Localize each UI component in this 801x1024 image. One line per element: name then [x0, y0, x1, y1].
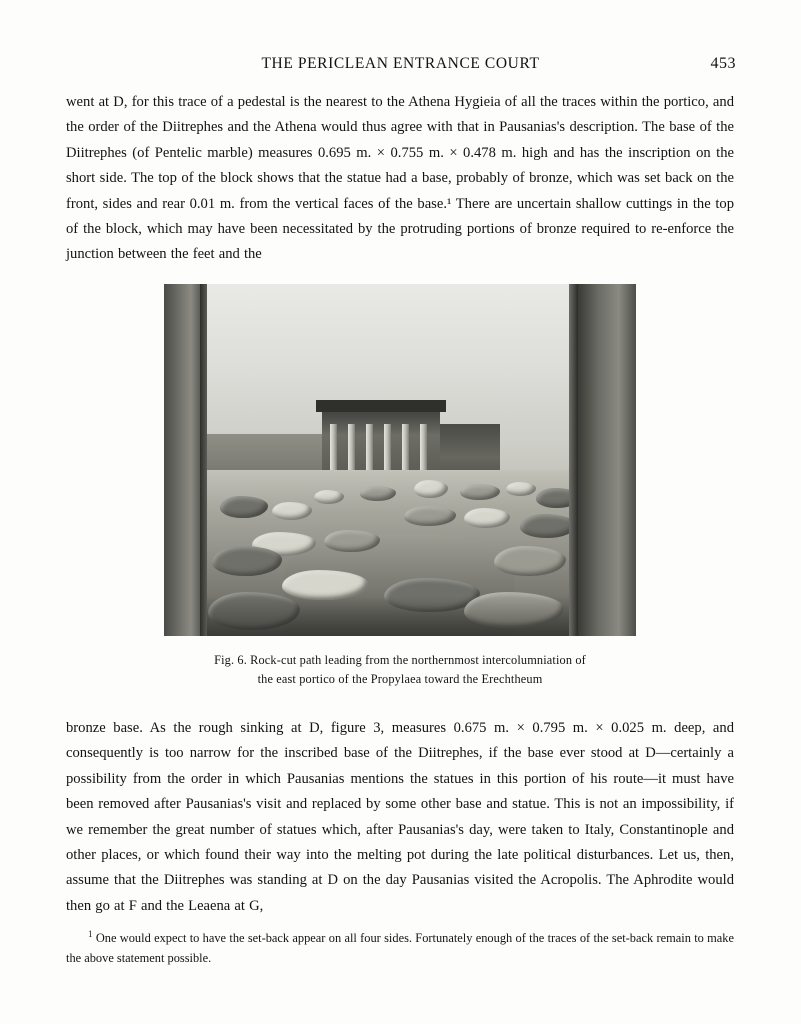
paragraph-top: went at D, for this trace of a pedestal is the nearest to the Athena Hygieia of all the traces within the portico, and the order of the Diitrephes and the Athena would thus agree with that in Pausanias's description. The base of the Diitrephes (of Pentelic marble) measures 0.695 m. × 0.755 m. × 0.478 m. high and has the inscription on the short side. The top of the block shows that the statue had a base, probably of bronze, which was set back on the front, sides and rear 0.01 m. from the vertical faces of the base.¹ There are uncertain shallow cuttings in the top of the block, which may have been necessitated by the protruding portions of bronze required to re-enforce the junction between the feet and the: [66, 94, 734, 263]
photo-pillar-right: [578, 284, 636, 636]
paragraph-bottom: bronze base. As the rough sinking at D, figure 3, measures 0.675 m. × 0.795 m. × 0.025 m. deep, and consequently is too narrow for the inscribed base of the Diitrephes, if the base ever stood at D—certainly a possibility from the order in which Pausanias mentions the statues in this portion of his route—it must have been removed after Pausanias's visit and replaced by some other base and statue. This is not an impossibility, if we remember the great number of statues which, after Pausanias's day, were taken to Italy, Constantinople and other places, or which found their way into the melting pot during the late political disturbances. Let us, then, assume that the Diitrephes was standing at D on the day Pausanias visited the Acropolis. The Aphrodite would then go at F and the Leaena at G,: [66, 720, 734, 914]
footnote-text: One would expect to have the set-back appear on all four sides. Fortunately enough of the traces of the set-back remain to make the above statement possible.: [66, 931, 734, 965]
figure-label: Fig. 6.: [214, 653, 247, 667]
footnote: [66, 925, 734, 968]
photo-pillar-left: [164, 284, 200, 636]
page-number: 453: [710, 55, 736, 72]
photo-foreground-shadow: [200, 596, 585, 636]
photo-pillar-left-edge: [200, 284, 207, 636]
figure-caption-line-1: Rock-cut path leading from the northernmost intercolumniation of: [250, 653, 586, 667]
footnote-marker: 1: [88, 929, 93, 939]
figure-image: [164, 284, 636, 636]
photo-entablature: [316, 400, 446, 412]
page-header: [0, 55, 801, 79]
photo-pillar-right-edge: [569, 284, 578, 636]
figure-6: [164, 284, 636, 688]
figure-caption: [164, 651, 636, 688]
figure-caption-line-2: the east portico of the Propylaea toward the Erechtheum: [257, 671, 543, 686]
running-title: THE PERICLEAN ENTRANCE COURT: [261, 55, 540, 72]
